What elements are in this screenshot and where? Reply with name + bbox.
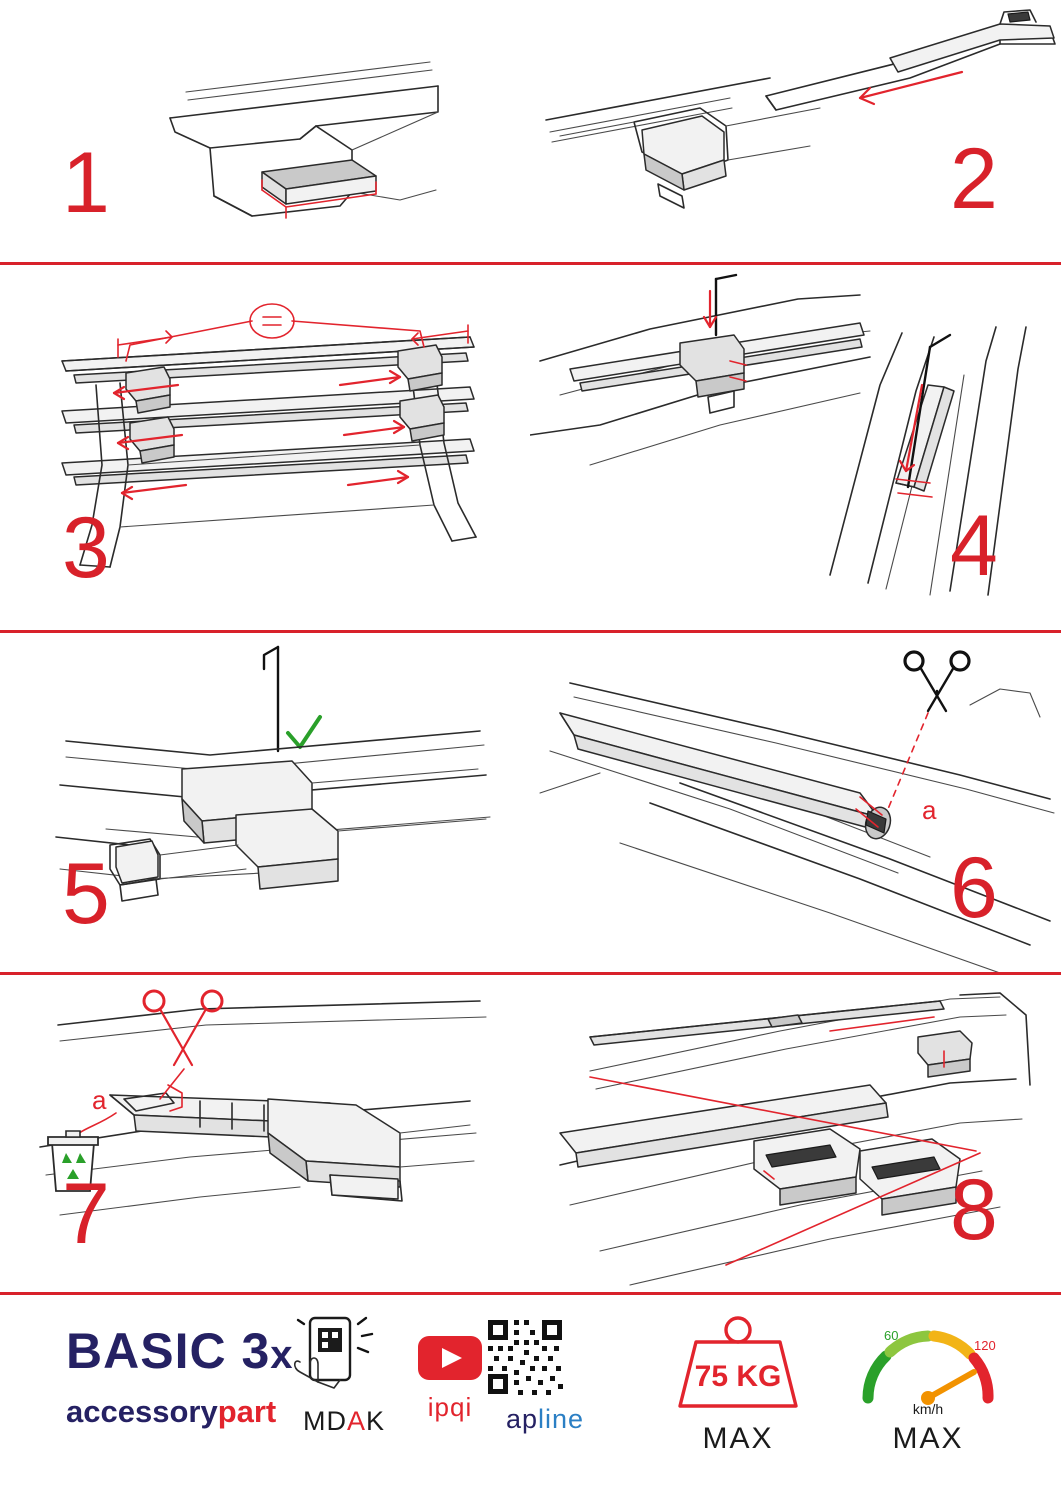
step-3-panel [0,265,530,630]
logo-apline-caption [470,1404,620,1435]
step-6-panel [530,633,1061,972]
logo-mdak [288,1314,400,1437]
max-speed-caption: MAX [892,1422,964,1455]
apline-first: ap [505,1404,538,1434]
logo-mdak-caption [288,1406,400,1437]
step-2-panel [530,0,1061,262]
footer-brand-bar [0,1292,1061,1500]
speed-unit: km/h [912,1401,944,1417]
product-name-suffix: x [270,1333,294,1377]
product-name [66,1324,294,1382]
logo-ipqi-caption: ipqi [427,1392,473,1422]
mdak-last: K [366,1406,386,1436]
step-4-panel [530,265,1061,630]
weight-icon [648,1308,828,1418]
step-7-number: 7 [62,1166,109,1262]
logo-apline[interactable] [470,1314,620,1435]
step-3-number: 3 [62,500,109,596]
speed-tick-60: 60 [884,1328,899,1343]
speed-tick-120: 120 [974,1338,996,1353]
step-5-number: 5 [62,846,109,942]
max-load-caption: MAX [702,1422,774,1455]
step-4-number: 4 [950,498,997,594]
qr-scan-hand-icon [288,1314,400,1400]
step-2-number: 2 [950,131,997,227]
company-name-second: part [217,1394,277,1429]
scissors-icon [905,652,969,711]
step-7-panel [0,975,530,1292]
mdak-first: MD [302,1406,347,1436]
company-name-first: accessory [66,1394,218,1429]
step-8-number: 8 [950,1162,997,1258]
brand-block [66,1324,294,1430]
max-load-value: 75 KG [694,1360,782,1393]
speedometer-icon [838,1302,1018,1418]
label-a-step-6: a [922,795,937,825]
step-5-panel [0,633,530,972]
mdak-accent: A [346,1406,366,1436]
step-6-number: 6 [950,840,997,936]
step-1-number: 1 [62,135,109,231]
step-1-panel [0,0,530,262]
company-name [66,1394,294,1430]
qr-code-icon[interactable] [470,1314,620,1398]
product-name-text: BASIC 3 [66,1323,271,1379]
max-load-block [648,1308,828,1456]
label-a-step-7: a [92,1085,107,1115]
max-speed-block [838,1302,1018,1456]
apline-second: line [538,1404,585,1434]
step-8-panel [530,975,1061,1292]
